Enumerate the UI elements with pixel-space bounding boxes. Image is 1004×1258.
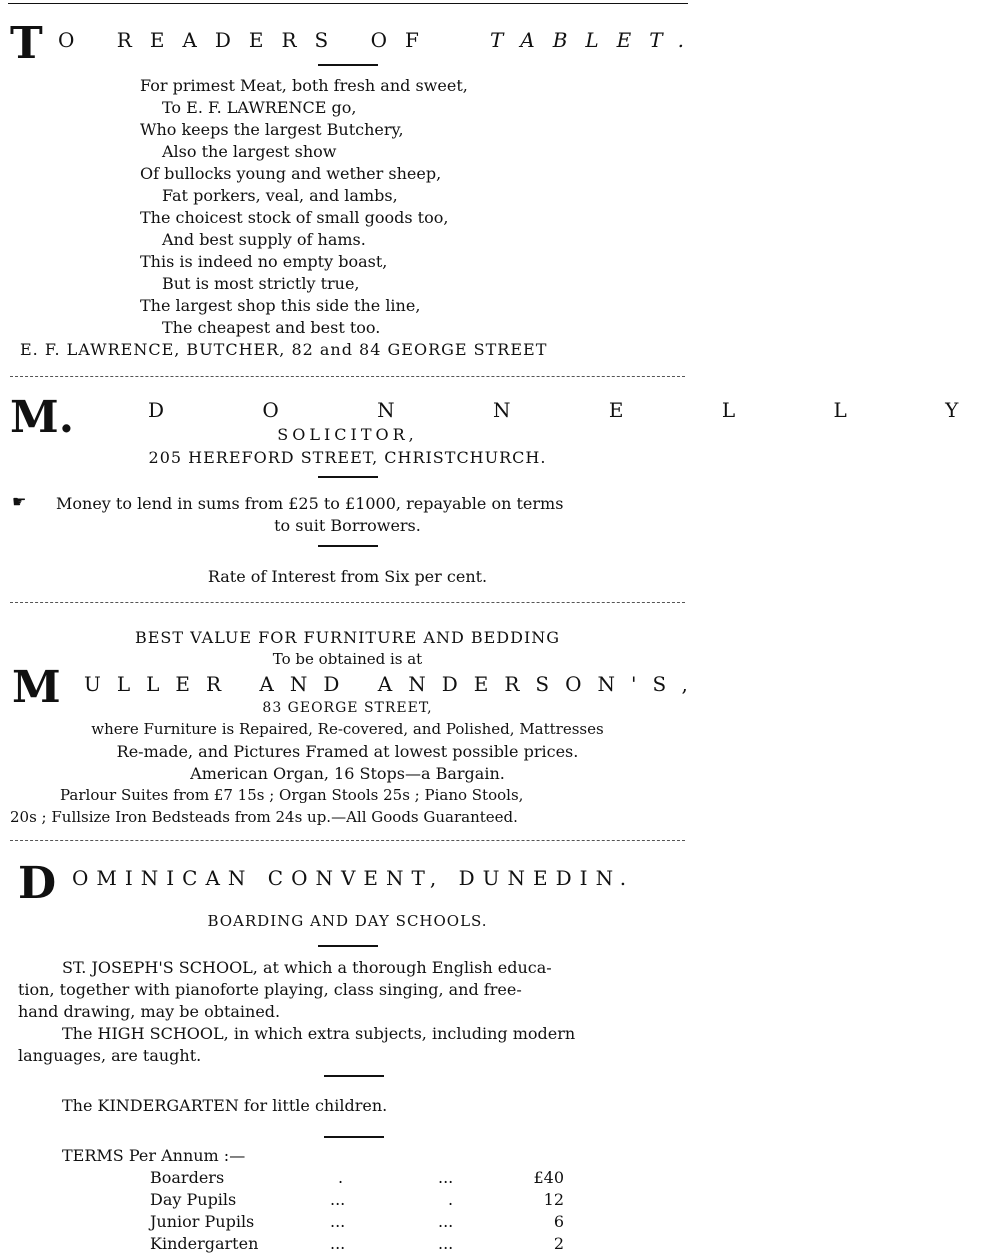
poem-line: Who keeps the largest Butchery, xyxy=(140,120,404,139)
kindergarten-line: The KINDERGARTEN for little children. xyxy=(62,1096,388,1115)
school-text: ST. JOSEPH'S SCHOOL, at which a thorough English educa- xyxy=(62,958,552,977)
terms-value: £40 xyxy=(533,1168,564,1187)
terms-dots: ... xyxy=(438,1234,454,1253)
poem-line: For primest Meat, both fresh and sweet, xyxy=(140,76,468,95)
school-text: languages, are taught. xyxy=(18,1046,202,1065)
interest-rate: Rate of Interest from Six per cent. xyxy=(207,567,488,586)
terms-dots: ... xyxy=(330,1234,346,1253)
ad-heading: O READERS OF xyxy=(58,28,437,52)
schools-heading: BOARDING AND DAY SCHOOLS. xyxy=(207,912,488,930)
ad-heading-tablet: TABLET. xyxy=(490,28,703,52)
poem-line: Also the largest show xyxy=(162,142,337,161)
convent-name: OMINICAN CONVENT, DUNEDIN. xyxy=(72,866,635,890)
furniture-line: American Organ, 16 Stops—a Bargain. xyxy=(190,764,505,783)
money-lend-line: Money to lend in sums from £25 to £1000, repayable on terms xyxy=(56,494,564,513)
firm-name: ULLER AND ANDERSON'S, xyxy=(84,672,704,696)
top-border xyxy=(8,3,688,4)
school-text: hand drawing, may be obtained. xyxy=(18,1002,281,1021)
furniture-subline: To be obtained is at xyxy=(272,650,423,668)
pointing-hand-icon: ☛ xyxy=(12,492,27,511)
drop-cap-t: T xyxy=(10,18,43,69)
terms-dots: ... xyxy=(438,1168,454,1187)
poem-line: Fat porkers, veal, and lambs, xyxy=(162,186,398,205)
school-text: The HIGH SCHOOL, in which extra subjects, including modern xyxy=(62,1024,576,1043)
poem-line: The largest shop this side the line, xyxy=(140,296,421,315)
solicitor-name: D O N N E L L Y xyxy=(148,398,1004,422)
terms-value: 6 xyxy=(553,1212,564,1231)
terms-dots: . xyxy=(338,1168,344,1187)
terms-dots: ... xyxy=(330,1190,346,1209)
poem-line: The choicest stock of small goods too, xyxy=(140,208,449,227)
furniture-line: where Furniture is Repaired, Re-covered, and Polished, Mattresses xyxy=(91,720,604,738)
poem-line: To E. F. LAWRENCE go, xyxy=(162,98,357,117)
terms-dots: . xyxy=(448,1190,454,1209)
money-lend-line: to suit Borrowers. xyxy=(274,516,421,535)
terms-dots: ... xyxy=(330,1212,346,1231)
drop-cap-m: M. xyxy=(10,392,75,443)
terms-name: Boarders xyxy=(150,1168,225,1187)
section-divider xyxy=(10,840,685,841)
divider xyxy=(324,1075,384,1077)
divider xyxy=(318,545,378,547)
ad-footer: E. F. LAWRENCE, BUTCHER, 82 and 84 GEORGE STREET xyxy=(20,340,548,359)
drop-cap-d: D xyxy=(18,858,57,909)
divider xyxy=(324,1136,384,1138)
terms-dots: ... xyxy=(438,1212,454,1231)
divider xyxy=(318,64,378,66)
furniture-headline: BEST VALUE FOR FURNITURE AND BEDDING xyxy=(134,628,561,647)
poem-line: Of bullocks young and wether sheep, xyxy=(140,164,442,183)
poem-line: This is indeed no empty boast, xyxy=(140,252,388,271)
section-divider xyxy=(10,376,685,377)
terms-name: Day Pupils xyxy=(150,1190,237,1209)
terms-value: 12 xyxy=(543,1190,564,1209)
furniture-line: Parlour Suites from £7 15s ; Organ Stools 25s ; Piano Stools, xyxy=(60,786,524,804)
solicitor-title: SOLICITOR, xyxy=(277,425,418,444)
terms-label: TERMS Per Annum :— xyxy=(62,1146,246,1165)
divider xyxy=(318,476,378,478)
school-text: tion, together with pianoforte playing, class singing, and free- xyxy=(18,980,522,999)
drop-cap-m: M xyxy=(12,662,61,713)
terms-value: 2 xyxy=(553,1234,564,1253)
furniture-line: Re-made, and Pictures Framed at lowest possible prices. xyxy=(116,742,579,761)
terms-name: Kindergarten xyxy=(150,1234,259,1253)
firm-address: 83 GEORGE STREET, xyxy=(262,700,433,716)
solicitor-address: 205 HEREFORD STREET, CHRISTCHURCH. xyxy=(148,448,547,467)
poem-line: And best supply of hams. xyxy=(162,230,366,249)
furniture-line: 20s ; Fullsize Iron Bedsteads from 24s up.—All Goods Guaranteed. xyxy=(10,808,518,826)
poem-line: The cheapest and best too. xyxy=(162,318,381,337)
terms-name: Junior Pupils xyxy=(150,1212,255,1231)
divider xyxy=(318,945,378,947)
section-divider xyxy=(10,602,685,603)
poem-line: But is most strictly true, xyxy=(162,274,360,293)
